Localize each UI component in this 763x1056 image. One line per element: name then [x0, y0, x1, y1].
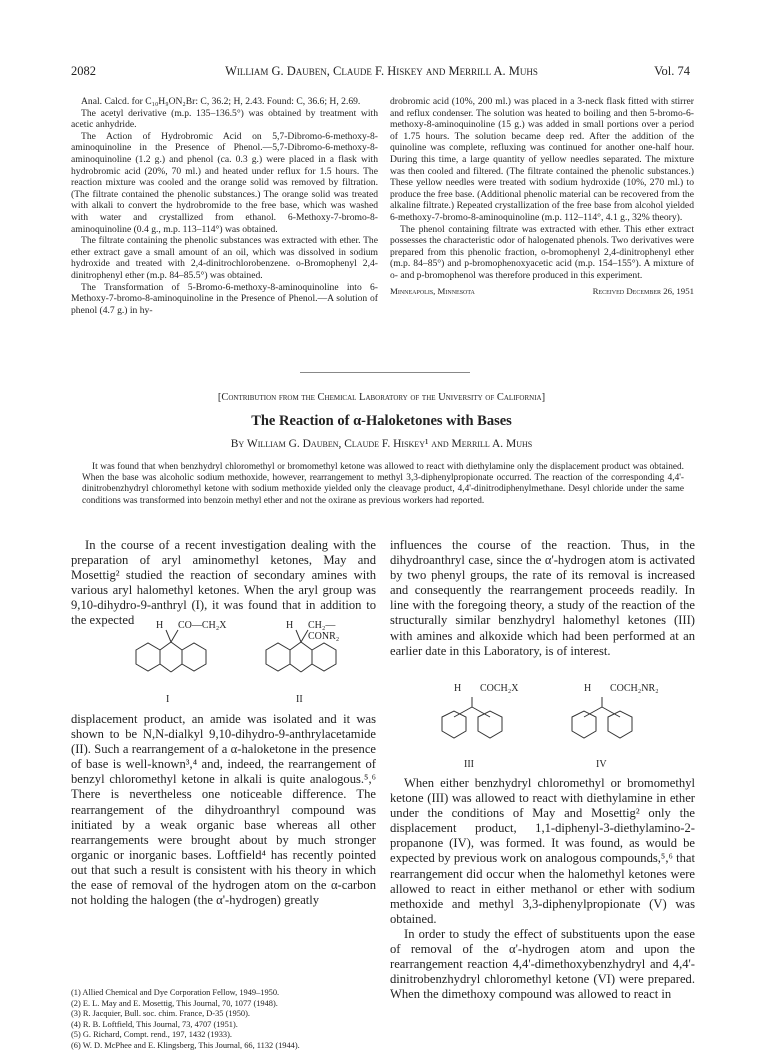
- footnotes: [71, 988, 376, 1052]
- structure-I-group: CO—CH₂X: [178, 620, 227, 631]
- structures-I-II: [126, 620, 366, 712]
- structure-II-group: CH₂—CONR₂: [308, 620, 340, 642]
- rearrangement-paragraph: displacement product, an amide was isolated and it was shown to be N,N-dialkyl 9,10-dihydro-9-anthrylacetamide (II). Such a rearrangement of a α-haloketone in the presence of base is well-known³,⁴ and, indeed, the rearrangement of benzyl chloromethyl ketone in alkali is quite analogous.⁵,⁶ There is nevertheless one noticeable difference. The rearrangement of the dihydroanthryl compound was initiated by a weak organic base whereas all other rearrangements were brought about by much stronger organic or inorganic bases. Loftfield⁴ has recently pointed out that such a result is consistent with his theory in which the ease of removal of the hydrogen atom on the α-carbon not holding the halogen (the α'-hydrogen) greatly: [71, 712, 376, 908]
- footnote-1: (1) Allied Chemical and Dye Corporation Fellow, 1949–1950.: [71, 988, 280, 997]
- transformation-paragraph: The Transformation of 5-Bromo-6-methoxy-8-aminoquinoline into 6-Methoxy-7-bromo-8-aminoquinoline in the Presence of Phenol.—A solution of phenol (4.7 g.) in hy-: [71, 281, 378, 316]
- structure-II-label: II: [296, 694, 303, 705]
- footnote-6: (6) W. D. McPhee and E. Klingsberg, This Journal, 66, 1132 (1944).: [71, 1040, 300, 1050]
- structure-I-label: I: [166, 694, 170, 705]
- acetyl-paragraph: The acetyl derivative (m.p. 135–136.5°) was obtained by treatment with acetic anhydride.: [71, 107, 378, 131]
- received-date: Received December 26, 1951: [592, 285, 694, 296]
- substituent-paragraph: In order to study the effect of substituents upon the ease of removal of the α'-hydrogen atom and upon the rearrangement reaction 4,4'-dimethoxybenzhydryl and 4,4'-dinitrobenzhydryl chloromethyl ketone (VI) were prepared. When the dimethoxy compound was allowed to react in: [390, 926, 695, 1002]
- article-right-column: [390, 538, 695, 659]
- section-divider: [300, 372, 470, 373]
- prev-article-right-column: [390, 96, 694, 297]
- hbr-action-paragraph: The Action of Hydrobromic Acid on 5,7-Dibromo-6-methoxy-8-aminoquinoline in the Presence of Phenol.—5,7-Dibromo-6-methoxy-8-aminoquinoline (1.2 g.) and phenol (ca. 0.3 g.) were placed in a flask with hydrobromic acid (20%, 70 ml.) and heated under reflux for 1.5 hours. The reaction mixture was cooled and the orange solid was removed by filtration. (The filtrate contained the phenolic substances.) The orange solid was treated with alkali to convert the hydrobromide to the free base, which was washed with water and crystallized from ethanol. 6-Methoxy-7-bromo-8-aminoquinoline (0.4 g., m.p. 113–114°) was obtained.: [71, 130, 378, 235]
- article-abstract: [82, 462, 684, 507]
- running-header-authors: William G. Dauben, Claude F. Hiskey and Merrill A. Muhs: [225, 64, 538, 78]
- structure-III-IV-drawing: [424, 683, 684, 773]
- structure-IV-h: H: [584, 683, 592, 694]
- abstract-text: It was found that when benzhydryl chloromethyl or bromomethyl ketone was allowed to react with diethylamine only the displacement product was obtained. When the base was alcoholic sodium methoxide, however, rearrangement to methyl 3,3-diphenylpropionate occurred. The reaction of the corresponding 4,4'-dinitrobenzhydryl chloromethyl ketone with sodium methoxide yielded only the cleavage product, 4,4'-dinitrodiphenylmethane. Desyl chloride under the same conditions was transformed into benzoin methyl ether and not the oxirane as previous workers had reported.: [82, 462, 684, 506]
- structures-III-IV: [424, 683, 684, 773]
- article-left-column-cont: [71, 712, 376, 908]
- footnote-2: (2) E. L. May and E. Mosettig, This Journal, 70, 1077 (1948).: [71, 998, 278, 1008]
- structure-II-h: H: [286, 620, 294, 631]
- article-title: The Reaction of α-Haloketones with Bases: [251, 413, 512, 429]
- structure-I-h: H: [156, 620, 164, 631]
- filtrate-paragraph: The filtrate containing the phenolic substances was extracted with ether. The ether extract gave a small amount of an oil, which was dissolved in sodium hydroxide and treated with 2,4-dinitrochlorobenzene. o-Bromophenyl 2,4-dinitrophenyl ether (m.p. 84–85.5°) was obtained.: [71, 235, 378, 281]
- footnote-5: (5) G. Richard, Compt. rend., 197, 1432 (1933).: [71, 1030, 232, 1040]
- intro-paragraph: In the course of a recent investigation dealing with the preparation of aryl aminomethyl ketones, May and Mosettig² studied the reaction of secondary amines with various aryl halomethyl ketones. When the aryl group was 9,10-dihydro-9-anthryl (I), it was found that in addition to the expected: [71, 538, 376, 628]
- theory-paragraph: influences the course of the reaction. Thus, in the dihydroanthryl case, since the α'-hydrogen atom is activated by two phenyl groups, the rate of its removal is increased and consequently the rearrangement proceeds readily. In line with the foregoing theory, a study of the reaction of the structurally similar benzhydryl halomethyl ketones (III) with amines and alkoxide which had been performed at an earlier date in this Laboratory, is of interest.: [390, 538, 695, 658]
- volume-label: Vol. 74: [654, 64, 690, 78]
- structure-IV-group: COCH₂NR₂: [610, 683, 659, 694]
- structure-IV-label: IV: [596, 759, 607, 770]
- footnote-3: (3) R. Jacquier, Bull. soc. chim. France, D-35 (1950).: [71, 1009, 250, 1019]
- footnote-4: (4) R. B. Loftfield, This Journal, 73, 4707 (1951).: [71, 1019, 238, 1029]
- article-byline: By William G. Dauben, Claude F. Hiskey¹ and Merrill A. Muhs: [230, 438, 533, 450]
- article-right-column-cont: [390, 776, 695, 1002]
- contribution-line: [Contribution from the Chemical Laboratory of the University of California]: [217, 392, 546, 403]
- prev-article-left-column: [71, 96, 378, 316]
- phenol-paragraph: The phenol containing filtrate was extracted with ether. This ether extract possesses the characteristic odor of halogenated phenols. Two derivatives were prepared from this phenolic fraction, o-bromophenyl 2,4-dinitrophenyl ether (m.p. 84–85°) and p-bromophenoxyacetic acid (m.p. 154–155°). A mixture of o- and p-bromophenol was therefore produced in this experiment.: [390, 223, 694, 281]
- structure-III-label: III: [464, 759, 474, 770]
- page-number: 2082: [71, 64, 96, 78]
- article-left-column: [71, 538, 376, 629]
- procedure-paragraph: drobromic acid (10%, 200 ml.) was placed in a 3-neck flask fitted with stirrer and reflux condenser. The solution was heated to boiling and then 5-bromo-6-methoxy-8-aminoquinoline (15 g.) was added in small portions over a period of 1.75 hours. The solution became deep red. After the addition of the quinoline was complete, refluxing was continued for another one-half hour. During this time, a large quantity of yellow needles separated. The mixture was then cooled and filtered. (The filtrate contained the phenolic substances.) These yellow needles were treated with sodium hydroxide (10%, 270 ml.) to produce the free base. (Additional phenolic material can be recovered from the alkaline filtrate.) Repeated crystallization of the free base from alcohol yielded 6-methoxy-7-bromo-8-aminoquinoline (m.p. 112–114°, 4.1 g., 32% theory).: [390, 96, 694, 223]
- analysis-paragraph: Anal. Calcd. for C₁₀H₉ON₂Br: C, 36.2; H, 2.43. Found: C, 36.6; H, 2.69.: [81, 96, 361, 107]
- structure-III-group: COCH₂X: [480, 683, 519, 694]
- structure-III-h: H: [454, 683, 462, 694]
- results-paragraph: When either benzhydryl chloromethyl or bromomethyl ketone (III) was allowed to react with diethylamine in ether under the conditions of May and Mosettig² only the displacement product, 1,1-diphenyl-3-diethylamino-2-propanone (IV), was formed. It was found, as would be expected by previous work on analogous compounds,⁵,⁶ that rearrangement did occur when the halomethyl ketones were allowed to react in either methanol or ether with sodium methoxide and methyl 3,3-diphenylpropionate (V) was obtained.: [390, 776, 695, 926]
- location: Minneapolis, Minnesota: [390, 285, 475, 296]
